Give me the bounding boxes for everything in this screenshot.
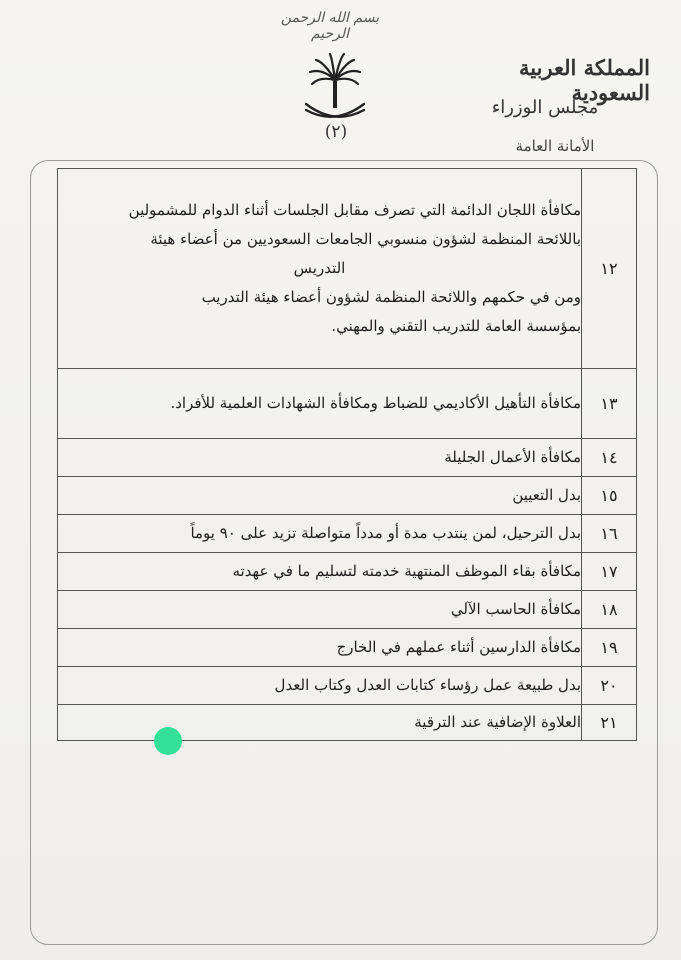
table-row bbox=[58, 553, 637, 591]
row-description bbox=[58, 705, 582, 741]
row-description bbox=[58, 629, 582, 667]
council-title: مجلس الوزراء bbox=[491, 97, 599, 118]
row-description bbox=[58, 369, 582, 439]
description-line: بمؤسسة العامة للتدريب التقني والمهني. bbox=[331, 317, 581, 335]
description-line: العلاوة الإضافية عند الترقية bbox=[414, 713, 581, 731]
green-dot-marker bbox=[154, 727, 182, 755]
description-line: مكافأة الدارسين أثناء عملهم في الخارج bbox=[336, 638, 581, 656]
description-line: مكافأة بقاء الموظف المنتهية خدمته لتسليم ما في عهدته bbox=[232, 562, 581, 580]
row-description bbox=[58, 667, 582, 705]
description-line: مكافأة التأهيل الأكاديمي للضباط ومكافأة الشهادات العلمية للأفراد. bbox=[170, 394, 581, 412]
description-line: بدل التعيين bbox=[512, 486, 581, 504]
row-number: ١٥ bbox=[582, 477, 637, 515]
description-line: بدل الترحيل، لمن ينتدب مدة أو مدداً متواصلة تزيد على ٩٠ يوماً bbox=[190, 524, 581, 542]
page-number: (٢) bbox=[324, 122, 348, 142]
table-row bbox=[58, 705, 637, 741]
description-line: مكافأة الحاسب الآلي bbox=[450, 600, 581, 618]
row-number: ١٢ bbox=[582, 169, 637, 369]
row-number: ١٨ bbox=[582, 591, 637, 629]
table-row bbox=[58, 477, 637, 515]
allowances-table bbox=[57, 168, 637, 741]
row-description bbox=[58, 591, 582, 629]
table-row bbox=[58, 169, 637, 369]
row-description bbox=[58, 439, 582, 477]
palm-swords-emblem-icon bbox=[300, 52, 370, 132]
row-number: ١٤ bbox=[582, 439, 637, 477]
row-number: ٢٠ bbox=[582, 667, 637, 705]
description-line: مكافأة اللجان الدائمة التي تصرف مقابل الجلسات أثناء الدوام للمشمولين bbox=[128, 201, 581, 219]
table-row bbox=[58, 629, 637, 667]
description-line: بدل طبيعة عمل رؤساء كتابات العدل وكتاب العدل bbox=[274, 676, 581, 694]
description-line: باللائحة المنظمة لشؤون منسوبي الجامعات السعوديين من أعضاء هيئة bbox=[150, 230, 581, 248]
row-number: ١٧ bbox=[582, 553, 637, 591]
row-number: ١٦ bbox=[582, 515, 637, 553]
row-description bbox=[58, 553, 582, 591]
row-number: ٢١ bbox=[582, 705, 637, 741]
row-description bbox=[58, 477, 582, 515]
kingdom-title: المملكة العربية السعودية bbox=[518, 55, 650, 105]
table-row bbox=[58, 369, 637, 439]
description-line: ومن في حكمهم واللائحة المنظمة لشؤون أعضاء هيئة التدريب bbox=[201, 288, 581, 306]
table-row bbox=[58, 515, 637, 553]
row-number: ١٣ bbox=[582, 369, 637, 439]
row-description bbox=[58, 169, 582, 369]
description-line: التدريس bbox=[293, 259, 346, 277]
row-description bbox=[58, 515, 582, 553]
basmala: بسم الله الرحمن الرحيم bbox=[280, 10, 380, 42]
secretariat-title: الأمانة العامة bbox=[515, 137, 595, 155]
row-number: ١٩ bbox=[582, 629, 637, 667]
table-row bbox=[58, 439, 637, 477]
table-row bbox=[58, 591, 637, 629]
description-line: مكافأة الأعمال الجليلة bbox=[444, 448, 581, 466]
table-row bbox=[58, 667, 637, 705]
